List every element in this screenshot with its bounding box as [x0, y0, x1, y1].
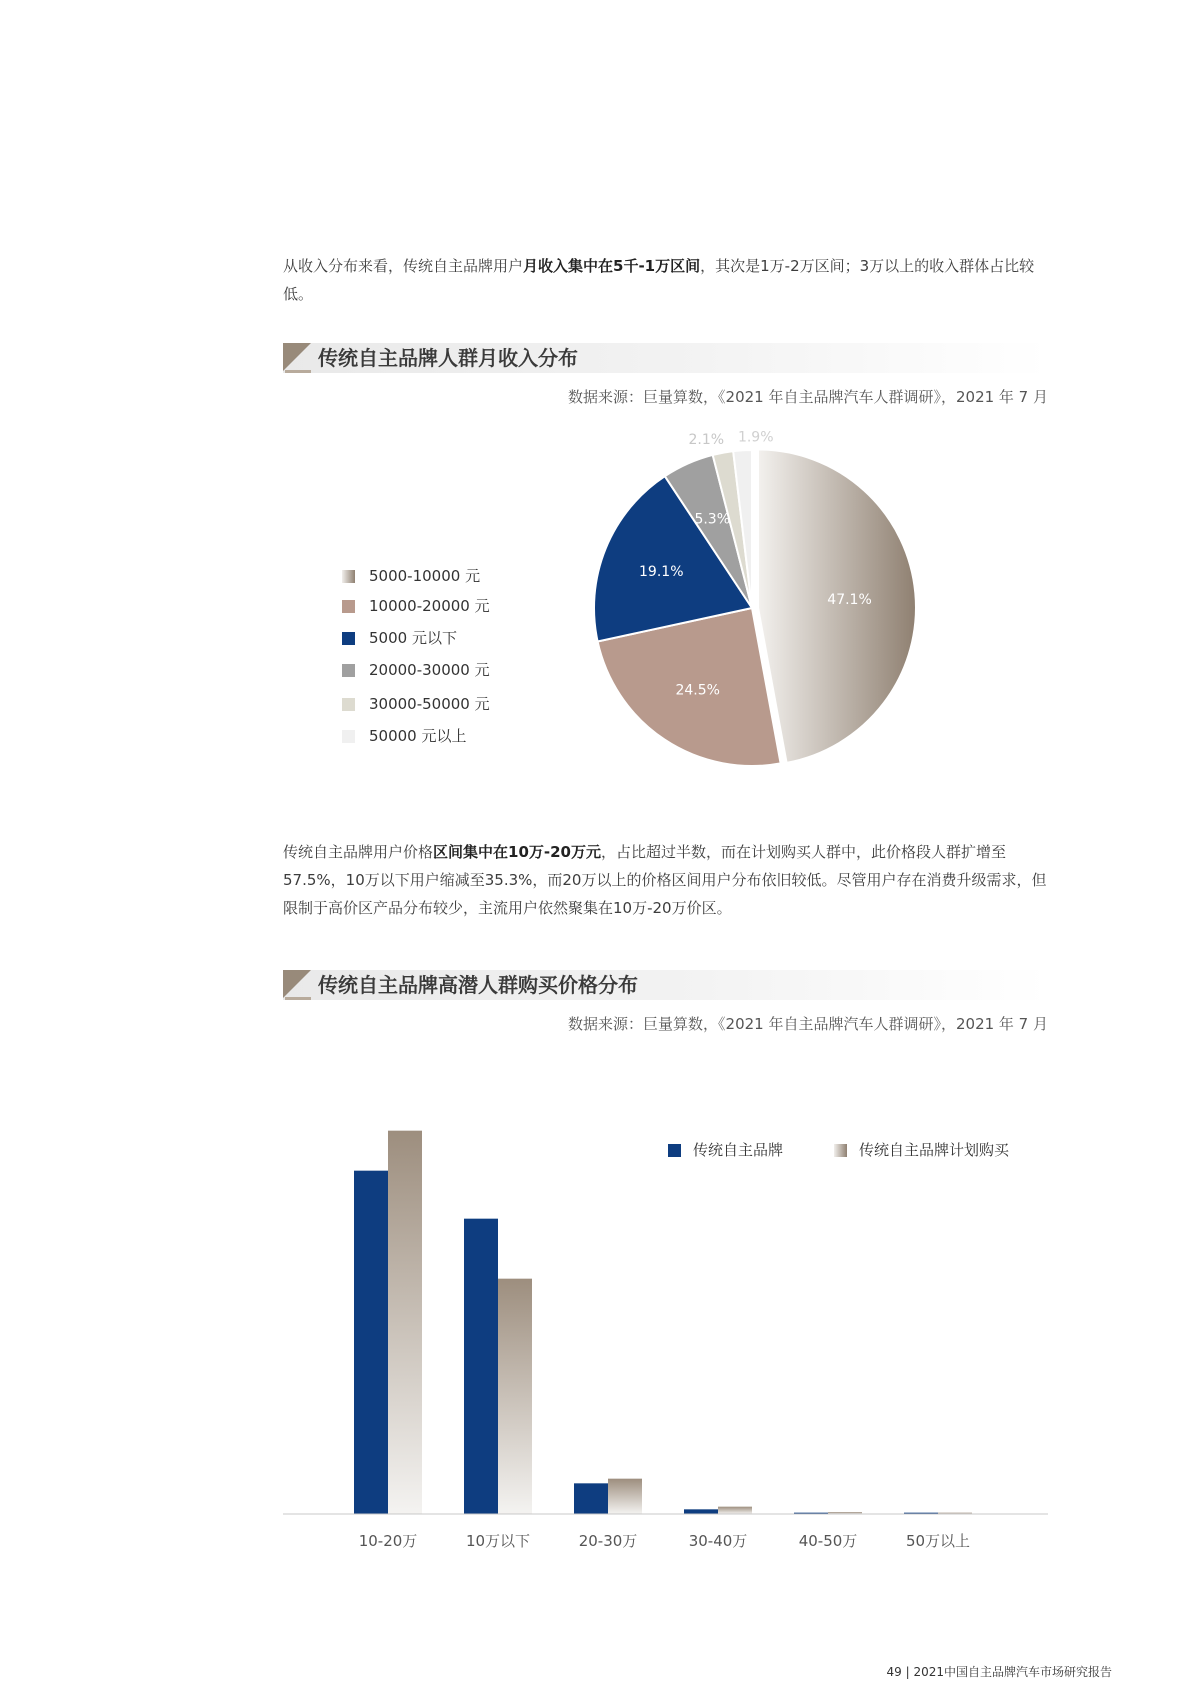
x-tick-label: 50万以上: [905, 1532, 971, 1550]
section-header-price: [283, 970, 1048, 1000]
legend-label: 传统自主品牌计划购买: [859, 1141, 1010, 1159]
pie-data-label: 2.1%: [688, 431, 725, 448]
legend-label: 10000-20000 元: [369, 597, 490, 615]
middle-paragraph: [283, 838, 1048, 922]
bar-series-2: [718, 1507, 752, 1514]
legend-label: 5000 元以下: [369, 629, 457, 647]
legend-label: 5000-10000 元: [369, 567, 481, 585]
header-triangle-icon: [283, 343, 311, 371]
pie-data-label: 1.9%: [737, 429, 774, 446]
bar-series-1: [684, 1509, 718, 1514]
section-header-income: [283, 343, 1048, 373]
pie-chart: [0, 420, 1191, 800]
bar-series-2: [498, 1279, 532, 1514]
bar-series-1: [354, 1171, 388, 1514]
section-title-price: 传统自主品牌高潜人群购买价格分布: [318, 973, 638, 997]
data-source-price: 数据来源：巨量算数，《2021 年自主品牌汽车人群调研》，2021 年 7 月: [568, 1015, 1048, 1033]
header-triangle-icon: [283, 970, 311, 998]
data-source-income: 数据来源：巨量算数，《2021 年自主品牌汽车人群调研》，2021 年 7 月: [568, 388, 1048, 406]
x-tick-label: 10-20万: [358, 1532, 418, 1550]
bar-series-1: [464, 1219, 498, 1514]
header-triangle-accent: [285, 997, 311, 1000]
middle-bold: 区间集中在10万-20万元: [433, 843, 601, 861]
bar-series-2: [388, 1131, 422, 1514]
intro-text-1: 从收入分布来看，传统自主品牌用户: [283, 257, 524, 275]
x-tick-label: 10万以下: [465, 1532, 531, 1550]
legend-label: 传统自主品牌: [693, 1141, 784, 1159]
x-tick-label: 30-40万: [688, 1532, 748, 1550]
header-triangle-accent: [285, 370, 311, 373]
middle-text-2: ，占比超过半数，而在计划购买人群中，此价格段人群扩增至57.5%，10万以下用户缩减至35.3%，而20万以上的价格区间用户分布依旧较低。尽管用户存在消费升级需求，但限制于高价区产品分布较少，主流用户依然聚集在10万-20万价区。: [283, 843, 1047, 917]
middle-text-1: 传统自主品牌用户价格: [283, 843, 434, 861]
legend-label: 50000 元以上: [369, 727, 467, 745]
bar-chart: [0, 1080, 1191, 1560]
x-tick-label: 20-30万: [578, 1532, 638, 1550]
legend-label: 20000-30000 元: [369, 661, 490, 679]
bar-series-2: [608, 1479, 642, 1514]
x-tick-label: 40-50万: [798, 1532, 858, 1550]
legend-label: 30000-50000 元: [369, 695, 490, 713]
intro-text-2: ，其次是1万-2万区间；3万以上的收入群体占比较低。: [283, 257, 1035, 303]
bar-series-1: [574, 1483, 608, 1514]
intro-paragraph: [283, 252, 1048, 308]
pie-data-label: 24.5%: [675, 682, 720, 699]
pie-data-label: 5.3%: [694, 511, 731, 528]
pie-data-label: 47.1%: [827, 592, 872, 609]
page-footer: 49 | 2021中国自主品牌汽车市场研究报告: [886, 1665, 1112, 1679]
section-title-income: 传统自主品牌人群月收入分布: [318, 346, 578, 370]
intro-bold: 月收入集中在5千-1万区间: [523, 257, 701, 275]
pie-data-label: 19.1%: [639, 564, 684, 581]
